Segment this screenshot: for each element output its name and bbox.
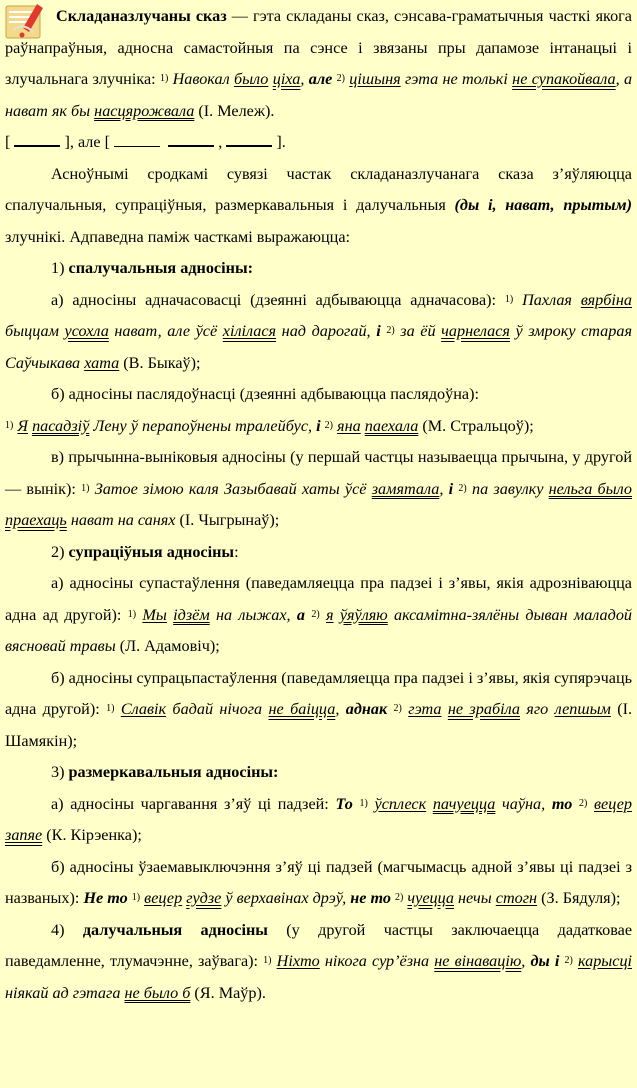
scheme: [ ], але [ , ]. (5, 133, 286, 151)
section-2b: б) адносіны супрацьпастаўлення (паведамляецца пра падзеі і з’явы, якія супярэчаць адна другой): $^{1)}$ Славік бадай нічога не баіцца, аднак $^{2)}$ гэта не зрабіла яго лепшым (І. Шамякін); (5, 668, 633, 750)
section-1-heading: 1) спалучальныя адносіны: (51, 259, 253, 277)
section-1b: б) адносіны паслядоўнасці (дзеянні адбываюцца паслядоўна): $^{1)}$ Я пасадзіў Лену ў перапоўнены тралейбус, і $^{2)}$ яна паехала (М. Стральцоў); (5, 385, 534, 435)
section-4: 4) далучальныя адносіны (у другой частцы заключаецца дадатковае паведамленне, тлумачэнне, заўвага): $^{1)}$ Ніхто нікога сур’ёзна не вінавацію, ды і $^{2)}$ карысці ніякай ад гэтага не было б (Я. Маўр). (5, 920, 633, 1002)
intro-paragraph: Складаназлучаны сказ — гэта складаны сказ, сэнсава-граматычныя часткі якога раўнапраўныя, адносна самастойныя па сэнсе і звязаны пры дапамозе інтанацыі і злучальнага злучніка: $^{1)}$ Навокал было ціха, але $^{2)}$ цішыня гэта не толькі не супакойвала, а нават як бы насцярожвала (І. Мележ). [ ], але [ , ]. (5, 7, 633, 151)
term-heading: Складаназлучаны сказ (56, 7, 227, 25)
section-1a: а) адносіны адначасовасці (дзеянні адбываюцца адначасова): $^{1)}$ Пахлая вярбіна быццам усохла нават, але ўсё хілілася над дарогай, і $^{2)}$ за ёй чарнелася ў змроку старая Саўчыкава хата (В. Быкаў); (5, 290, 633, 372)
means-paragraph: Асноўнымі сродкамі сувязі частак складаназлучанага сказа з’яўляюцца спалучальныя, супраціўныя, размеркавальныя і далучальныя (ды і, нават, прытым) злучнікі. Адпаведна паміж часткамі выражаюцца: (5, 164, 633, 246)
note-exclamation-icon (3, 2, 49, 42)
section-3a: а) адносіны чаргавання з’яў ці падзей: То $^{1)}$ ўсплеск пачуецца чаўна, то $^{2)}$ вецер запяе (К. Кірэенка); (5, 794, 632, 844)
section-3b: б) адносіны ўзаемавыключэння з’яў ці падзей (магчымасць адной з’явы ці падзеі з названых): Не то $^{1)}$ вецер гудзе ў верхавінах дрэў, не то $^{2)}$ чуецца нечы стогн (З. Бядуля); (5, 857, 632, 907)
section-2a: а) адносіны супастаўлення (паведамляецца пра падзеі і з’явы, якія адрозніваюцца адна ад другой): $^{1)}$ Мы ідзём на лыжах, а $^{2)}$ я ўяўляю аксамітна-зялёны дыван маладой вясновай травы (Л. Адамовіч); (5, 574, 633, 655)
section-2-heading: 2) супраціўныя адносіны: (51, 542, 239, 561)
section-1c: в) прычынна-выніковыя адносіны (у першай частцы называецца прычына, у другой — вынік): $^{1)}$ Затое зімою каля Зазыбавай хаты ўсё замятала, і $^{2)}$ па завулку нельга было праехаць нават на санях (І. Чыгрынаў); (5, 448, 632, 529)
section-3-heading: 3) размеркавальныя адносіны: (51, 763, 279, 781)
